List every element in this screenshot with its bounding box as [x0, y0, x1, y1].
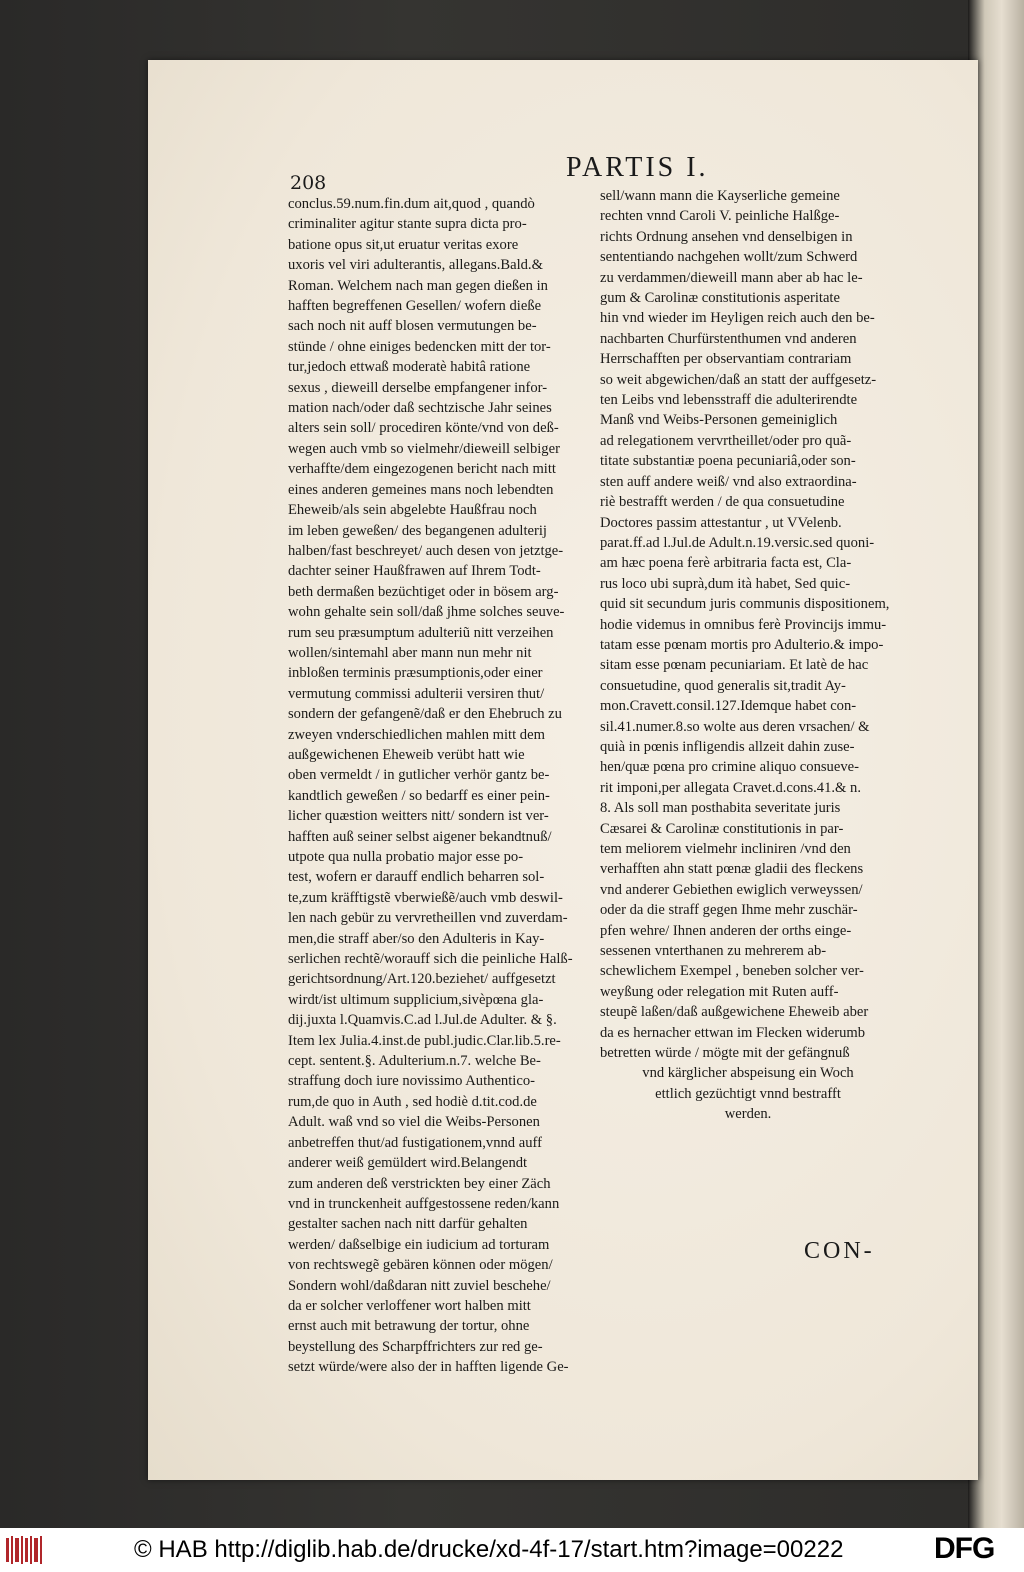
text-line: Cæsarei & Carolinæ constitutionis in par- — [600, 820, 844, 837]
text-line: mon.Cravett.consil.127.Idemque habet con- — [600, 698, 857, 715]
text-line: Doctores passim attestantur , ut VVelenb. — [600, 514, 842, 531]
text-line: serlichen rechtẽ/worauff sich die peinliche Halß- — [288, 951, 573, 968]
text-line: vnd kärglicher abspeisung ein Woch — [642, 1065, 854, 1082]
text-line: am hæc poena ferè arbitraria facta est, Cla- — [600, 555, 852, 572]
text-line: titate substantiæ poena pecuniariâ,oder son- — [600, 453, 856, 470]
text-line: Item lex Julia.4.inst.de publ.judic.Clar.lib.5.re- — [288, 1032, 561, 1049]
text-line: quid sit secundum juris communis dispositionem, — [600, 596, 890, 613]
text-line: Sondern wohl/daßdaran nitt zuviel beschehe/ — [288, 1277, 551, 1294]
text-line: alters sein soll/ procediren könte/vnd von deß- — [288, 420, 559, 437]
text-line: batione opus sit,ut eruatur veritas exore — [288, 236, 519, 253]
text-line: 8. Als soll man posthabita severitate juris — [600, 800, 841, 817]
text-line: ten Leibs vnd lebensstraff die adulterirendte — [600, 392, 858, 409]
text-line: ernst auch mit betrawung der tortur, ohne — [288, 1318, 530, 1335]
text-line: zu verdammen/dieweill mann aber ab hac le- — [600, 269, 863, 286]
text-line: hen/quæ pœna pro crimine aliquo consueve- — [600, 759, 859, 776]
text-line: werden. — [724, 1106, 772, 1123]
text-line: sil.41.numer.8.so wolte aus deren vrsachen/ & — [600, 718, 870, 735]
text-line: criminaliter agitur stante supra dicta pro- — [288, 216, 527, 233]
running-head: PARTIS I. — [566, 152, 709, 183]
text-line: da es hernacher ettwan im Flecken widerumb — [600, 1024, 866, 1041]
text-line: Eheweib/als sein abgelebte Haußfrau noch — [288, 502, 537, 519]
text-line: oder da die straff gegen Ihme mehr zuschär- — [600, 902, 858, 919]
text-line: schewlichem Exempel , beneben solcher ver- — [600, 963, 864, 980]
text-line: gestalter sachen nach nitt darfür gehalten — [288, 1216, 528, 1233]
copyright-url[interactable]: © HAB http://diglib.hab.de/drucke/xd-4f-17/start.htm?image=00222 — [134, 1536, 844, 1563]
text-line: mation nach/oder daß sechtzische Jahr seines — [288, 400, 552, 417]
text-line: zweyen vnderschiedlichen mahlen mitt dem — [288, 726, 545, 743]
text-line: ettlich gezüchtigt vnnd bestrafft — [655, 1085, 841, 1102]
text-line: tatam esse pœnam mortis pro Adulterio.& impo- — [600, 636, 884, 653]
text-line: weyßung oder relegation mit Ruten auff- — [600, 983, 839, 1000]
text-line: zum anderen deß verstrickten bey einer Zäch — [288, 1175, 551, 1192]
text-line: verhafften ahn statt pœnæ gladii des fleckens — [600, 861, 864, 878]
text-line: werden/ daßselbige ein iudicium ad torturam — [288, 1236, 550, 1253]
text-line: dij.juxta l.Quamvis.C.ad l.Jul.de Adulter. & §. — [288, 1012, 557, 1029]
text-line: kandtlich geweßen / so bedarff es einer pein- — [288, 787, 550, 804]
text-line: sten auff andere weiß/ vnd also extraordina- — [600, 473, 857, 490]
text-line: setzt würde/were also der in hafften ligende Ge- — [288, 1359, 569, 1376]
text-line: betretten würde / mögte mit der gefängnuß — [600, 1045, 850, 1062]
text-line: Adult. waß vnd so viel die Weibs-Personen — [288, 1114, 540, 1131]
text-line: vnd anderer Gebiethen ewiglich verweyssen/ — [600, 881, 863, 898]
page-number: 208 — [290, 172, 327, 194]
text-line: sell/wann mann die Kayserliche gemeine — [600, 188, 840, 204]
text-line: conclus.59.num.fin.dum ait,quod , quandò — [288, 196, 535, 212]
text-line: sach noch nit auff blosen vermutungen be- — [288, 318, 537, 335]
text-line: eines anderen gemeines mans noch lebendten — [288, 481, 554, 498]
text-line: tem meliorem vielmehr incliniren /vnd den — [600, 841, 851, 857]
right-text-column — [600, 186, 896, 1125]
text-line: sententiando nachgehen wollt/zum Schwerd — [600, 249, 858, 266]
text-line: utpote qua nulla probatio major esse po- — [288, 849, 524, 865]
text-line: von rechtswegẽ gebären können oder mögen/ — [288, 1257, 553, 1274]
text-line: wollen/sintemahl aber mann nun mehr nit — [288, 644, 532, 661]
text-line: vermutung commissi adulterii versiren thut/ — [288, 685, 545, 702]
text-line: vnd in trunckenheit auffgestossene reden/kann — [288, 1195, 560, 1212]
text-line: pfen wehre/ Ihnen anderen der orths einge- — [600, 922, 852, 939]
text-line: anderer weiß gemüldert wird.Belangendt — [288, 1155, 528, 1172]
text-line: richts Ordnung ansehen vnd denselbigen in — [600, 228, 853, 245]
text-line: beth dermaßen bezüchtiget oder in bösem arg- — [288, 583, 559, 600]
text-line: hafften begreffenen Gesellen/ wofern dieße — [288, 298, 542, 315]
text-line: sitam esse pœnam pecuniariam. Et latè de hac — [600, 657, 869, 674]
text-line: rum seu præsumptum adulteriũ nitt verzeihen — [288, 624, 554, 641]
text-line: te,zum kräfftigstẽ vberwießẽ/auch vmb deswil- — [288, 889, 563, 906]
text-line: beystellung des Scharpffrichters zur red ge- — [288, 1338, 543, 1355]
text-line: verhaffte/dem eingezogenen bericht nach mitt — [288, 461, 556, 478]
text-line: quià in pœnis infligendis allzeit dahin zuse- — [600, 738, 855, 755]
text-line: Herrschafften per observantiam contrariam — [600, 351, 852, 368]
text-line: riè bestrafft werden / de qua consuetudine — [600, 494, 845, 511]
text-line: ad relegationem vervrtheillet/oder pro quã- — [600, 432, 852, 449]
text-line: wohn gehalte sein soll/daß jhme solches seuve- — [288, 604, 565, 621]
footer-bar — [0, 1528, 1024, 1572]
text-line: len nach gebür zu vervretheillen vnd zuverdam- — [288, 910, 568, 927]
text-line: sessenen vnterthanen zu mehrerem ab- — [600, 943, 827, 960]
text-line: uxoris vel viri adulterantis, allegans.Bald.& — [288, 257, 543, 274]
text-line: Manß vnd Weibs-Personen gemeiniglich — [600, 412, 838, 429]
text-line: inbloßen terminis præsumptionis,oder einer — [288, 665, 543, 682]
text-line: cept. sentent.§. Adulterium.n.7. welche Be- — [288, 1053, 541, 1070]
text-line: so weit abgewichen/daß an statt der auffgesetz- — [600, 371, 877, 388]
text-line: Roman. Welchem nach man gegen dießen in — [288, 277, 548, 294]
text-line: wegen auch vmb so vielmehr/dieweill selbiger — [288, 440, 560, 457]
text-line: consuetudine, quod generalis sit,tradit Ay- — [600, 677, 846, 694]
text-line: tur,jedoch ettwaß moderatè habitâ ratione — [288, 359, 531, 376]
text-line: wirdt/ist ultimum supplicium,sivèpœna gla- — [288, 991, 544, 1008]
text-line: rechten vnnd Caroli V. peinliche Halßge- — [600, 208, 840, 225]
text-line: nachbarten Churfürstenthumen vnd anderen — [600, 330, 857, 347]
text-line: gum & Carolinæ constitutionis asperitate — [600, 290, 840, 307]
text-line: sexus , dieweill derselbe empfangener infor- — [288, 379, 548, 396]
text-line: hin vnd wieder im Heyligen reich auch den be- — [600, 310, 875, 327]
text-line: rus loco ubi suprà,dum ità habet, Sed quic- — [600, 575, 851, 592]
text-line: dachter seiner Haußfrawen auf Ihrem Todt- — [288, 563, 541, 580]
text-line: men,die straff aber/so den Adulteris in Kay- — [288, 930, 545, 947]
dfg-logo: DFG — [934, 1532, 995, 1565]
text-line: straffung doch iure novissimo Authentico- — [288, 1073, 535, 1090]
text-line: hafften auß seiner selbst aigener bekandtnuß/ — [288, 828, 552, 845]
text-line: da er solcher verloffener wort halben mitt — [288, 1297, 531, 1314]
text-line: anbetreffen thut/ad fustigationem,vnnd auff — [288, 1134, 542, 1151]
text-line: außgewichenen Eheweib verübt hatt wie — [288, 746, 525, 763]
text-line: hodie videmus in omnibus ferè Provincijs immu- — [600, 616, 887, 633]
left-text-column — [288, 194, 584, 1378]
text-line: halben/fast beschreyet/ auch desen von jetztge- — [288, 542, 564, 559]
text-line: parat.ff.ad l.Jul.de Adult.n.19.versic.sed quoni- — [600, 534, 875, 551]
text-line: sondern der gefangenẽ/daß er den Ehebruch zu — [288, 706, 562, 723]
text-line: im leben geweßen/ des begangenen adulterij — [288, 522, 547, 539]
text-line: oben vermeldt / in gutlicher verhör gantz be- — [288, 767, 550, 784]
text-line: gerichtsordnung/Art.120.beziehet/ auffgesetzt — [288, 971, 556, 988]
text-line: rit imponi,per allegata Cravet.d.cons.41.& n. — [600, 779, 861, 796]
text-line: licher quæstion weitters nitt/ sondern ist ver- — [288, 808, 549, 825]
hab-barcode-logo-icon — [4, 1534, 46, 1566]
text-line: steupẽ laßen/daß außgewichene Eheweib aber — [600, 1004, 869, 1021]
text-line: test, wofern er darauff endlich beharren sol- — [288, 869, 545, 886]
text-line: rum,de quo in Auth , sed hodiè d.tit.cod.de — [288, 1093, 537, 1110]
catchword: CON- — [804, 1238, 875, 1264]
text-line: stünde / ohne einiges bedencken mitt der tor- — [288, 338, 551, 355]
